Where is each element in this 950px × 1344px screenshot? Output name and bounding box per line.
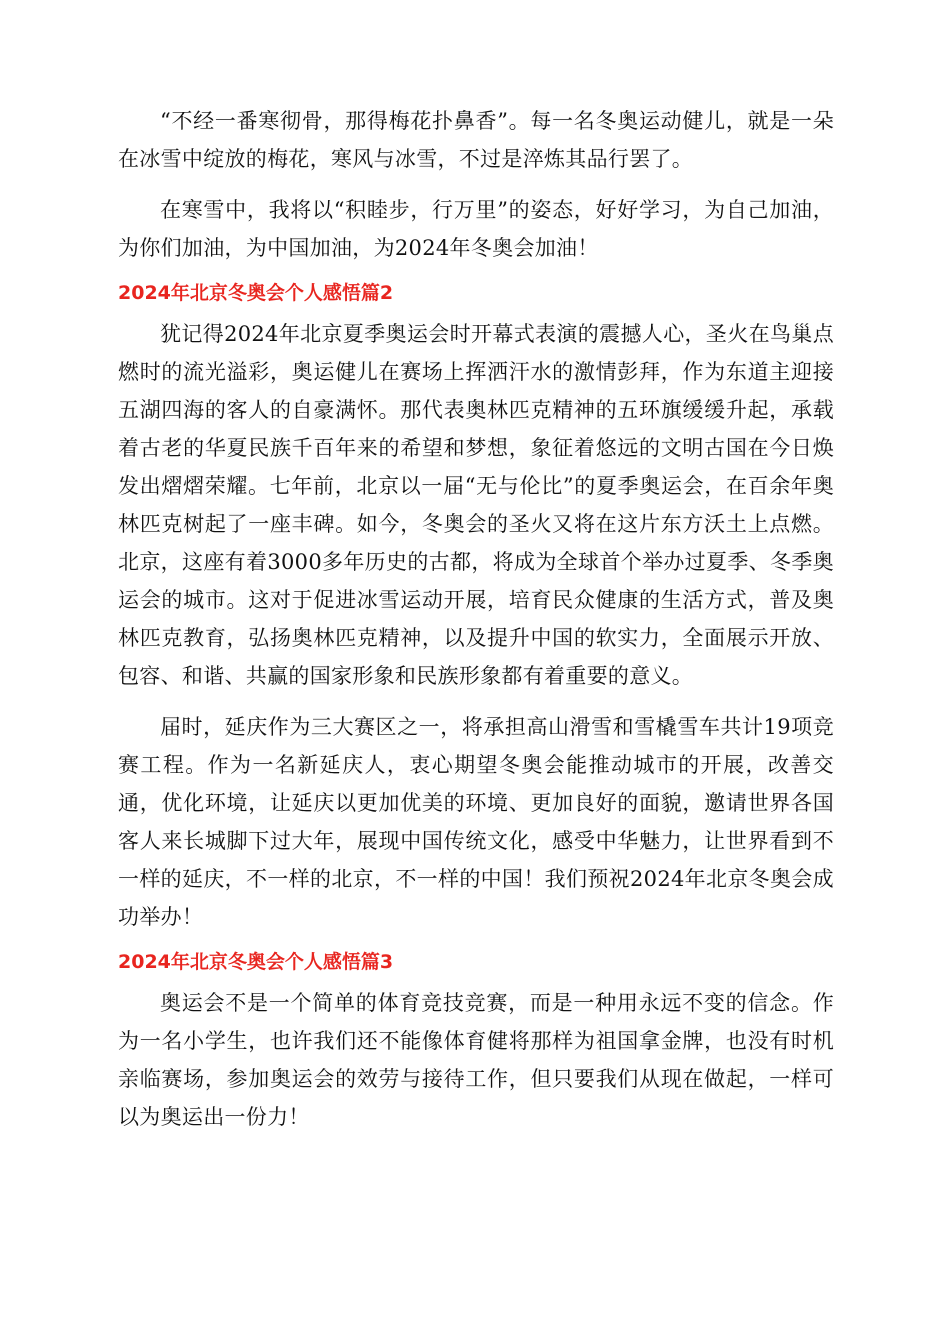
- paragraph-gap: [118, 178, 834, 191]
- paragraph-gap: [118, 695, 834, 708]
- paragraph-summer-olympics: 犹记得2024年北京夏季奥运会时开幕式表演的震撼人心，圣火在鸟巢点燃时的流光溢彩，奥运健儿在赛场上挥洒汗水的激情彭拜，作为东道主迎接五湖四海的客人的自豪满怀。那代表奥林匹克精神的五环旗缓缓升起，承载着古老的华夏民族千百年来的希望和梦想，象征着悠远的文明古国在今日焕发出熠熠荣耀。七年前，北京以一届“无与伦比”的夏季奥运会，在百余年奥林匹克树起了一座丰碑。如今，冬奥会的圣火又将在这片东方沃土上点燃。北京，这座有着3000多年历史的古都，将成为全球首个举办过夏季、冬季奥运会的城市。这对于促进冰雪运动开展，培育民众健康的生活方式，普及奥林匹克教育，弘扬奥林匹克精神，以及提升中国的软实力，全面展示开放、包容、和谐、共赢的国家形象和民族形象都有着重要的意义。: [118, 322, 834, 688]
- paragraph-yanqing: 届时，延庆作为三大赛区之一，将承担高山滑雪和雪橇雪车共计19项竞赛工程。作为一名新延庆人，衷心期望冬奥会能推动城市的开展，改善交通，优化环境，让延庆以更加优美的环境、更加良好的面貌，邀请世界各国客人来长城脚下过大年，展现中国传统文化，感受中华魅力，让世界看到不一样的延庆，不一样的北京，不一样的中国！我们预祝2024年北京冬奥会成功举办！: [118, 715, 834, 929]
- paragraph-cheer: 在寒雪中，我将以“积睦步，行万里”的姿态，好好学习，为自己加油，为你们加油，为中国加油，为2024年冬奥会加油！: [118, 198, 834, 260]
- paragraph-plum-blossom: “不经一番寒彻骨，那得梅花扑鼻香”。每一名冬奥运动健儿，就是一朵在冰雪中绽放的梅花，寒风与冰雪，不过是淬炼其品行罢了。: [118, 109, 834, 171]
- document-page: [118, 102, 834, 1136]
- section-heading-2: 2024年北京冬奥会个人感悟篇2: [118, 282, 394, 304]
- section-heading-3: 2024年北京冬奥会个人感悟篇3: [118, 951, 394, 973]
- paragraph-student: 奥运会不是一个简单的体育竞技竞赛，而是一种用永远不变的信念。作为一名小学生，也许我们还不能像体育健将那样为祖国拿金牌，也没有时机亲临赛场，参加奥运会的效劳与接待工作，但只要我们从现在做起，一样可以为奥运出一份力！: [118, 991, 834, 1129]
